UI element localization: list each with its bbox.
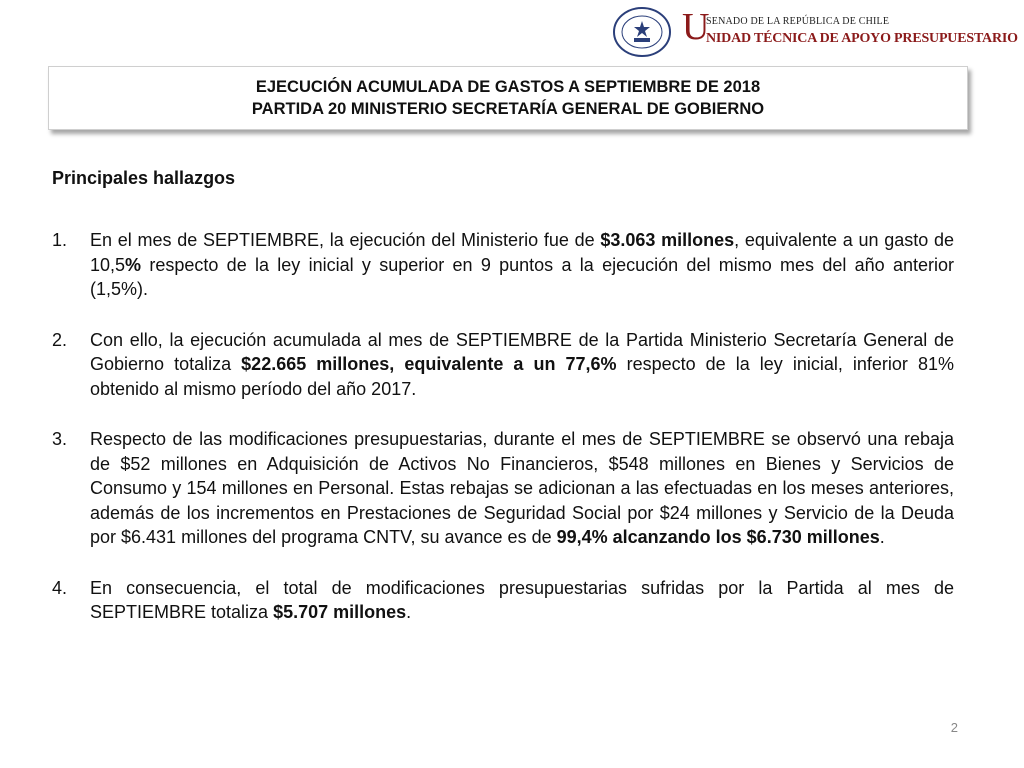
finding-text: . bbox=[879, 527, 885, 547]
finding-highlight: $5.707 millones bbox=[273, 602, 407, 622]
finding-item-1 bbox=[52, 228, 954, 302]
finding-text: Con ello, la ejecución acumulada al mes de SEPTIEMBRE de la Partida Ministerio Secretaría General de Gobierno totaliza bbox=[90, 329, 954, 374]
finding-item-3 bbox=[52, 427, 954, 550]
logo-initial: U bbox=[682, 6, 710, 48]
finding-text: En consecuencia, el total de modificaciones presupuestarias sufridas por la Partida al mes de SEPTIEMBRE totaliza bbox=[90, 577, 954, 622]
finding-text: Respecto de las modificaciones presupuestarias, durante el mes de SEPTIEMBRE se observó una rebaja de $52 millones en Adquisición de Activos No Financieros, $548 millones en Bienes y Servicios de Consumo y 154 millones en Personal. Estas rebajas se adicionan a las efectuadas en los meses anteriores, además de los incrementos en Prestaciones de Seguridad Social por $24 millones y Servicio de la Deuda por $6.431 millones del programa CNTV, su avance es de bbox=[90, 429, 954, 547]
logo-top-line: SENADO DE LA REPÚBLICA DE CHILE bbox=[706, 16, 890, 27]
finding-highlight: 99,4% alcanzando los $6.730 millones bbox=[556, 527, 880, 547]
header-logo bbox=[612, 6, 1018, 58]
finding-number: 2. bbox=[52, 329, 68, 350]
finding-highlight: $22.665 millones, equivalente a un 77,6% bbox=[241, 354, 617, 374]
finding-number: 1. bbox=[52, 230, 68, 250]
finding-text: respecto de la ley inicial y superior en 9 puntos a la ejecución del mismo mes del año anterior (1,5%). bbox=[90, 254, 954, 299]
section-heading: Principales hallazgos bbox=[52, 168, 236, 188]
title-line-1: EJECUCIÓN ACUMULADA DE GASTOS A SEPTIEMBRE DE 2018 bbox=[255, 78, 761, 96]
logo-bottom-line: NIDAD TÉCNICA DE APOYO PRESUPUESTARIO bbox=[706, 31, 1018, 46]
title-box bbox=[48, 66, 968, 130]
page-number: 2 bbox=[950, 720, 958, 735]
finding-highlight: % bbox=[125, 254, 142, 275]
finding-text: En el mes de SEPTIEMBRE, la ejecución del Ministerio fue de bbox=[90, 230, 601, 250]
finding-highlight: $3.063 millones bbox=[600, 230, 735, 250]
finding-number: 4. bbox=[52, 577, 68, 598]
senate-seal-icon bbox=[612, 6, 672, 58]
finding-item-4 bbox=[52, 576, 954, 625]
title-line-2: PARTIDA 20 MINISTERIO SECRETARÍA GENERAL DE GOBIERNO bbox=[251, 100, 765, 118]
finding-text: , equivalente a un gasto de 10,5 bbox=[90, 230, 955, 275]
finding-text: respecto de la ley inicial, inferior 81% obtenido al mismo período del año 2017. bbox=[90, 354, 954, 399]
findings-list bbox=[52, 228, 954, 651]
finding-item-2 bbox=[52, 328, 954, 402]
finding-number: 3. bbox=[52, 429, 68, 449]
finding-text: . bbox=[406, 602, 412, 622]
